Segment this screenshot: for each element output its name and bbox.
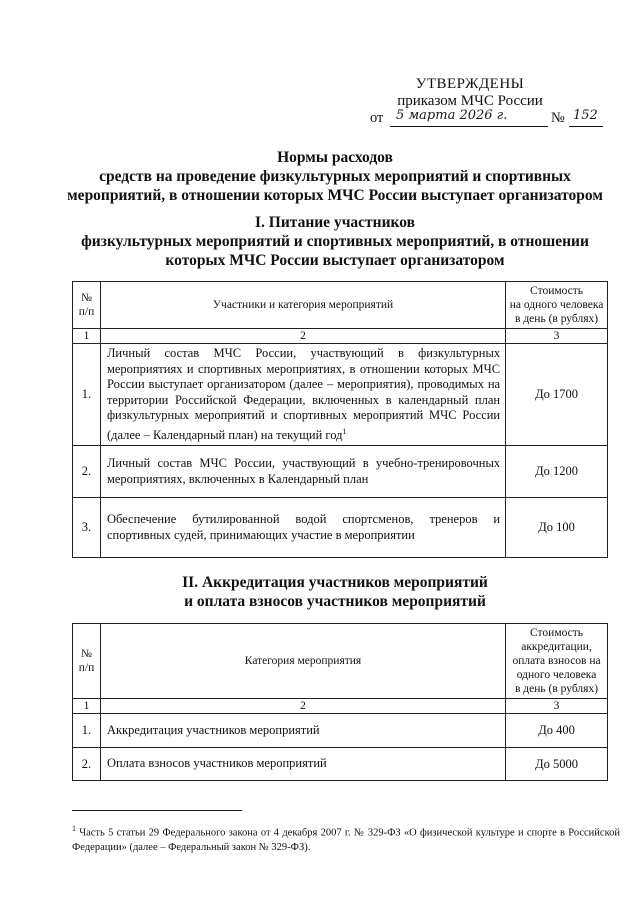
section2-heading-line2: и оплата взносов участников мероприятий: [184, 593, 486, 610]
row-description: [100, 344, 505, 446]
document-heading-line3: мероприятий, в отношении которых МЧС России выступает организатором: [67, 187, 603, 204]
column-header-cost: Стоимость на одного человека в день (в рублях): [506, 282, 608, 329]
order-number-label: №: [551, 110, 565, 126]
approval-order-text: приказом МЧС России: [397, 93, 543, 109]
column-number: 3: [506, 329, 608, 344]
row-description: Личный состав МЧС России, участвующий в учебно-тренировочных мероприятиях, включенных в Календарный план: [100, 446, 505, 498]
order-from-label: от: [370, 110, 384, 126]
section2-heading: [55, 573, 615, 611]
row-number: 1.: [73, 714, 101, 748]
table-column-numbers-row: [73, 329, 608, 344]
column-number: 1: [73, 699, 101, 714]
footnote-reference: 1: [342, 426, 347, 436]
table-row: [73, 498, 608, 558]
column-header-category: Категория мероприятия: [100, 624, 505, 699]
section1-heading-line3: которых МЧС России выступает организатором: [165, 252, 505, 269]
row-cost: До 5000: [506, 748, 608, 781]
row-number: 1.: [73, 344, 101, 446]
table-header-row: [73, 282, 608, 329]
table-row: [73, 714, 608, 748]
table-row: [73, 748, 608, 781]
approval-title: УТВЕРЖДЕНЫ: [415, 76, 525, 92]
row-cost: До 1200: [506, 446, 608, 498]
column-header-num: № п/п: [73, 282, 101, 329]
section2-heading-line1: II. Аккредитация участников мероприятий: [182, 574, 488, 591]
column-header-num: № п/п: [73, 624, 101, 699]
column-header-participants: Участники и категория мероприятий: [100, 282, 505, 329]
column-number: 2: [100, 329, 505, 344]
document-heading-line2: средств на проведение физкультурных мероприятий и спортивных: [99, 168, 571, 185]
row-description: Аккредитация участников мероприятий: [100, 714, 505, 748]
row-text: Личный состав МЧС России, участвующий в физкультурных мероприятиях и спортивных мероприятиях, в отношении которых МЧС России выступает организатором (далее – мероприятия), проводимых на территории Российской Федерации, включенных в календарный план физкультурных мероприятий и спортивных мероприятий МЧС России (далее – Календарный план) на текущий год: [106, 346, 501, 442]
row-description: Оплата взносов участников мероприятий: [100, 748, 505, 781]
footnote: [72, 822, 620, 855]
column-number: 1: [73, 329, 101, 344]
table-column-numbers-row: [73, 699, 608, 714]
section1-heading-line2: физкультурных мероприятий и спортивных мероприятий, в отношении: [81, 233, 589, 250]
document-heading-line1: Нормы расходов: [277, 149, 393, 166]
section2-table: [72, 623, 608, 781]
footnote-separator: [72, 810, 242, 811]
document-heading: [55, 148, 615, 205]
row-cost: До 100: [506, 498, 608, 558]
row-cost: До 1700: [506, 344, 608, 446]
row-description: Обеспечение бутилированной водой спортсменов, тренеров и спортивных судей, принимающих участие в мероприятии: [100, 498, 505, 558]
column-number: 3: [506, 699, 608, 714]
column-number: 2: [100, 699, 505, 714]
order-date-line: [370, 110, 610, 128]
footnote-text: Часть 5 статьи 29 Федерального закона от 4 декабря 2007 г. № 329-ФЗ «О физической культуре и спорте в Российской Федерации» (далее – Федеральный закон № 329-ФЗ).: [72, 827, 621, 853]
section1-heading-line1: I. Питание участников: [255, 214, 415, 231]
row-number: 3.: [73, 498, 101, 558]
section1-heading: [55, 213, 615, 270]
row-cost: До 400: [506, 714, 608, 748]
table-row: [73, 344, 608, 446]
table-row: [73, 446, 608, 498]
column-header-cost: Стоимость аккредитации, оплата взносов на одного человека в день (в рублях): [506, 624, 608, 699]
approval-block: [375, 76, 565, 110]
order-number-handwritten: 152: [573, 108, 598, 123]
order-date-handwritten: 5 марта 2026 г.: [396, 108, 508, 123]
table-header-row: [73, 624, 608, 699]
row-number: 2.: [73, 748, 101, 781]
footnote-mark: 1: [72, 824, 76, 833]
row-number: 2.: [73, 446, 101, 498]
section1-table: [72, 281, 608, 558]
